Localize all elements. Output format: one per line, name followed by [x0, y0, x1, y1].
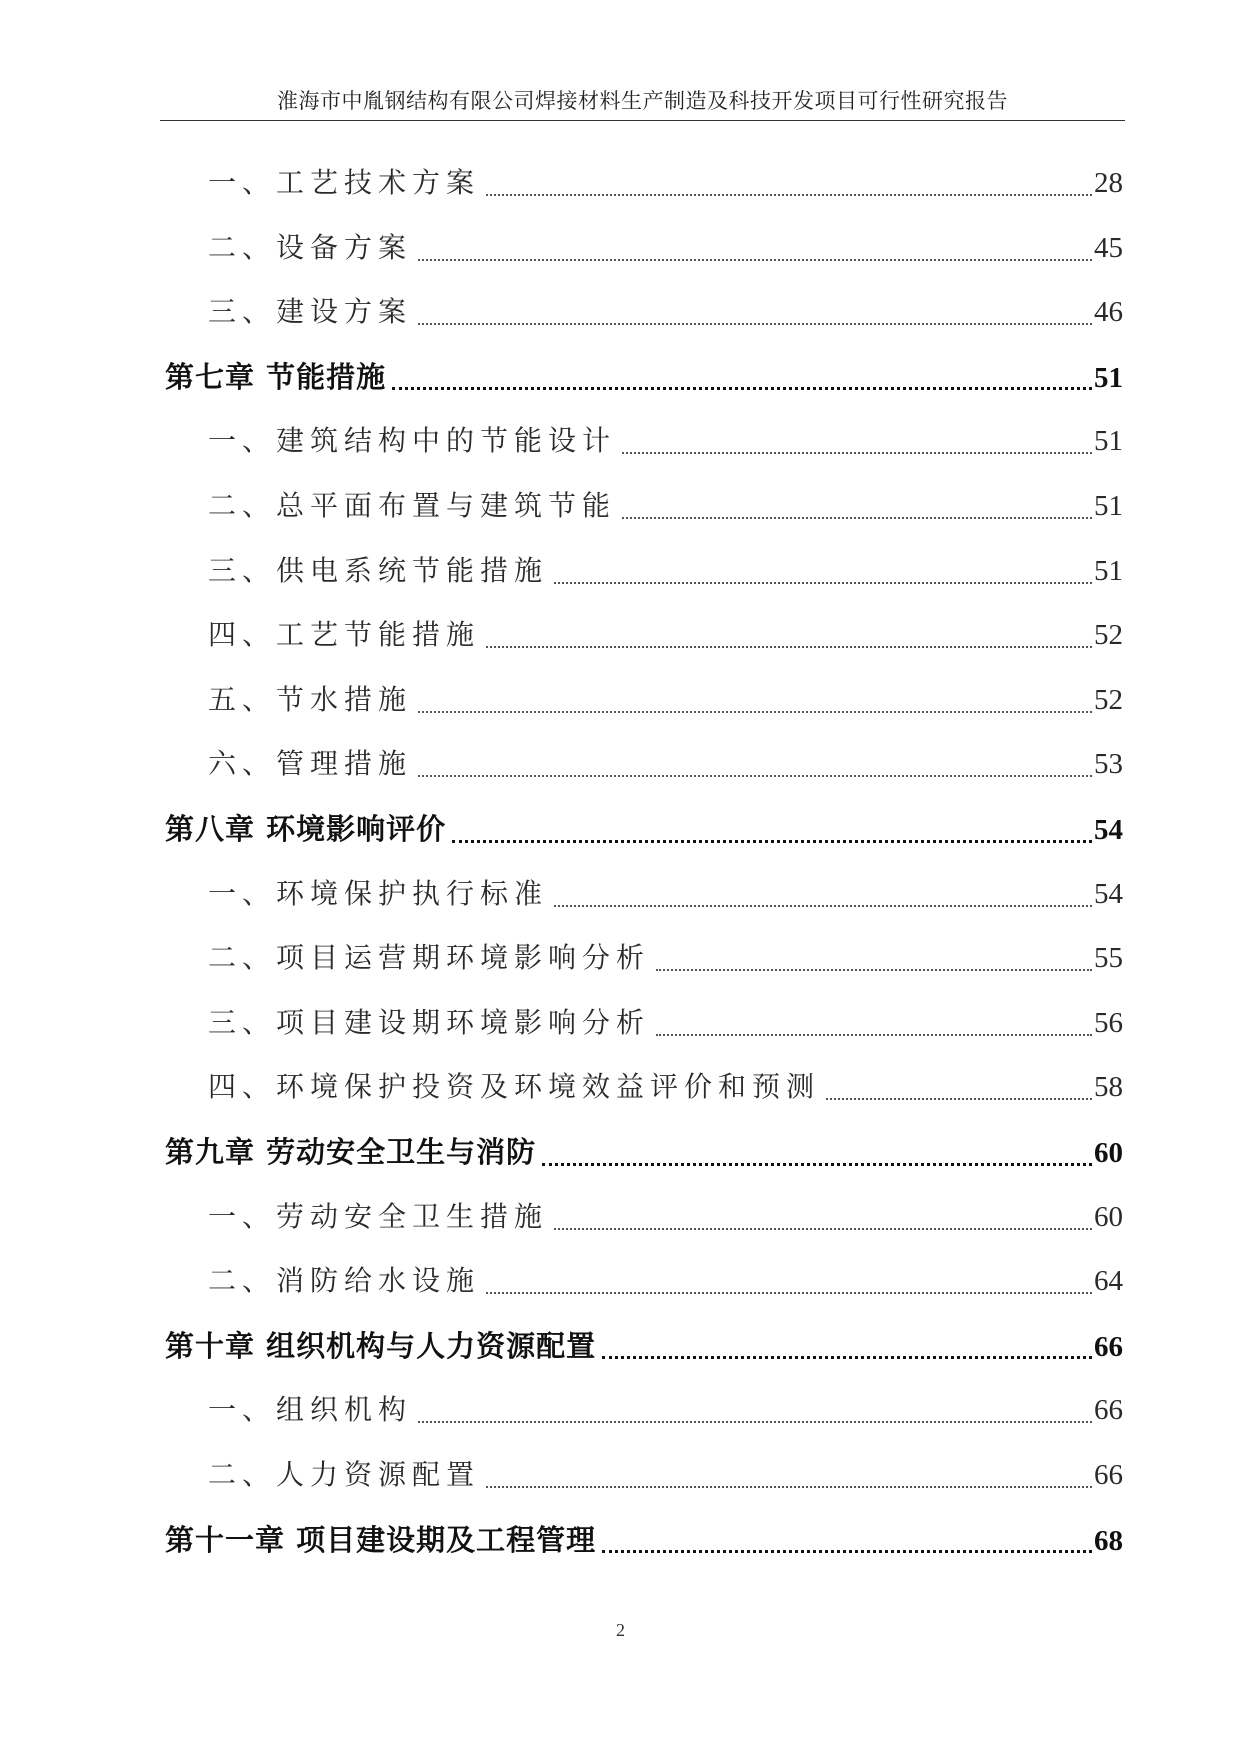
dot-leader — [826, 1098, 1092, 1100]
dot-leader — [486, 1486, 1092, 1488]
toc-entry-page: 56 — [1094, 1006, 1123, 1039]
toc-entry-page: 54 — [1094, 814, 1123, 846]
toc-section-entry[interactable] — [208, 1450, 1123, 1500]
toc-entry-title: 三、项目建设期环境影响分析 — [208, 1005, 651, 1039]
toc-entry-title: 一、工艺技术方案 — [208, 166, 481, 199]
dot-leader — [554, 582, 1092, 584]
toc-entry-title: 三、建设方案 — [208, 295, 413, 329]
dot-leader — [554, 905, 1092, 907]
toc-section-entry[interactable] — [208, 1192, 1123, 1242]
toc-section-entry[interactable] — [208, 869, 1123, 919]
toc-entry-page: 28 — [1094, 167, 1123, 199]
dot-leader — [602, 1356, 1092, 1359]
toc-entry-title: 第十一章 项目建设期及工程管理 — [165, 1522, 597, 1557]
dot-leader — [418, 775, 1092, 777]
toc-entry-page: 60 — [1094, 1200, 1123, 1233]
dot-leader — [486, 646, 1092, 648]
toc-section-entry[interactable] — [208, 675, 1123, 725]
toc-section-entry[interactable] — [208, 287, 1123, 337]
toc-entry-title: 第十章 组织机构与人力资源配置 — [165, 1328, 597, 1363]
dot-leader — [656, 1034, 1092, 1036]
dot-leader — [486, 1292, 1092, 1294]
toc-section-entry[interactable] — [208, 223, 1123, 273]
toc-entry-title: 一、组织机构 — [208, 1393, 413, 1427]
toc-entry-title: 六、管理措施 — [208, 747, 413, 781]
toc-entry-title: 五、节水措施 — [208, 682, 413, 716]
toc-entry-page: 52 — [1094, 683, 1123, 716]
toc-chapter-entry[interactable] — [165, 1127, 1123, 1177]
dot-leader — [554, 1228, 1092, 1230]
toc-section-entry[interactable] — [208, 481, 1123, 531]
toc-chapter-entry[interactable] — [165, 1321, 1123, 1371]
dot-leader — [486, 194, 1092, 196]
toc-entry-title: 二、消防给水设施 — [208, 1264, 481, 1298]
toc-entry-title: 第九章 劳动安全卫生与消防 — [165, 1135, 537, 1169]
toc-entry-title: 一、环境保护执行标准 — [208, 876, 549, 910]
toc-entry-page: 58 — [1094, 1071, 1123, 1104]
toc-entry-page: 54 — [1094, 877, 1123, 910]
toc-entry-page: 55 — [1094, 942, 1123, 975]
running-header: 淮海市中胤钢结构有限公司焊接材料生产制造及科技开发项目可行性研究报告 — [160, 84, 1125, 121]
toc-entry-page: 68 — [1094, 1524, 1123, 1557]
toc-entry-title: 第七章 节能措施 — [165, 359, 387, 394]
toc-chapter-entry[interactable] — [165, 352, 1123, 402]
toc-entry-title: 一、建筑结构中的节能设计 — [208, 424, 617, 458]
toc-entry-title: 二、总平面布置与建筑节能 — [208, 489, 617, 522]
dot-leader — [622, 452, 1092, 454]
dot-leader — [656, 969, 1092, 971]
toc-section-entry[interactable] — [208, 1385, 1123, 1435]
toc-entry-page: 46 — [1094, 296, 1123, 329]
toc-section-entry[interactable] — [208, 610, 1123, 660]
toc-section-entry[interactable] — [208, 1062, 1123, 1112]
toc-entry-title: 四、环境保护投资及环境效益评价和预测 — [208, 1070, 821, 1104]
toc-entry-title: 二、设备方案 — [208, 230, 413, 264]
toc-entry-title: 四、工艺节能措施 — [208, 618, 481, 652]
dot-leader — [622, 517, 1092, 519]
toc-entry-page: 53 — [1094, 748, 1123, 781]
toc-entry-page: 51 — [1094, 490, 1123, 522]
toc-entry-title: 二、项目运营期环境影响分析 — [208, 941, 651, 975]
dot-leader — [602, 1550, 1092, 1553]
toc-section-entry[interactable] — [208, 1256, 1123, 1306]
toc-section-entry[interactable] — [208, 998, 1123, 1048]
toc-entry-page: 51 — [1094, 425, 1123, 458]
toc-section-entry[interactable] — [208, 739, 1123, 789]
dot-leader — [542, 1163, 1092, 1166]
toc-section-entry[interactable] — [208, 933, 1123, 983]
dot-leader — [418, 1421, 1092, 1423]
toc-chapter-entry[interactable] — [165, 1515, 1123, 1565]
dot-leader — [392, 387, 1092, 390]
toc-entry-page: 60 — [1094, 1137, 1123, 1169]
toc-section-entry[interactable] — [208, 416, 1123, 466]
toc-entry-title: 三、供电系统节能措施 — [208, 553, 549, 587]
toc-entry-page: 66 — [1094, 1394, 1123, 1427]
dot-leader — [418, 711, 1092, 713]
toc-entry-title: 二、人力资源配置 — [208, 1458, 481, 1491]
toc-chapter-entry[interactable] — [165, 804, 1123, 854]
toc-entry-title: 一、劳动安全卫生措施 — [208, 1199, 549, 1233]
toc-entry-page: 52 — [1094, 619, 1123, 652]
toc-section-entry[interactable] — [208, 158, 1123, 208]
dot-leader — [452, 840, 1092, 843]
dot-leader — [418, 259, 1092, 261]
toc-entry-page: 64 — [1094, 1265, 1123, 1298]
dot-leader — [418, 323, 1092, 325]
toc-entry-page: 66 — [1094, 1330, 1123, 1363]
toc-entry-page: 66 — [1094, 1459, 1123, 1491]
toc-section-entry[interactable] — [208, 546, 1123, 596]
page-number: 2 — [616, 1620, 625, 1640]
toc-entry-page: 51 — [1094, 554, 1123, 587]
toc-entry-title: 第八章 环境影响评价 — [165, 812, 447, 846]
toc-entry-page: 45 — [1094, 231, 1123, 264]
toc-entry-page: 51 — [1094, 361, 1123, 394]
